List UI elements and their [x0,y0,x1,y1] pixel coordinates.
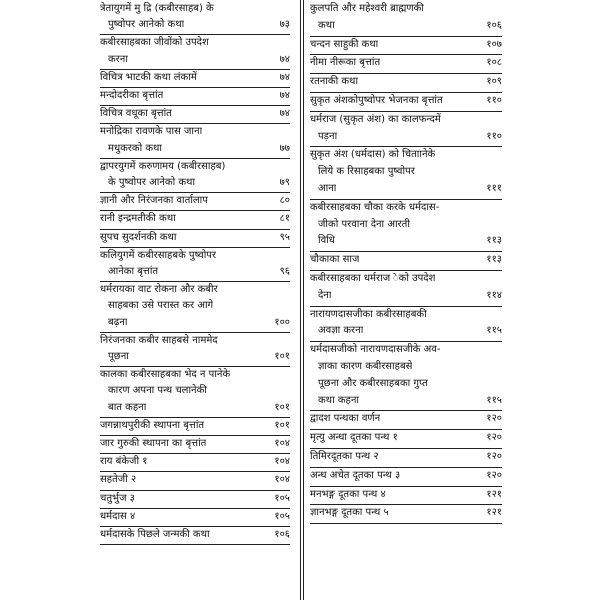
entry-page-number: १०० [274,316,290,328]
entry-title-line: अवज्ञा करना [318,325,364,337]
entry-page-number: ७९ [279,177,290,188]
entry-page-number: ८१ [279,213,290,225]
entry-page-number: ११३ [486,235,502,247]
entry-title-line: कथा कहना [318,394,359,406]
entry-page-number: १०४ [274,456,290,468]
entry-page-number: १०१ [274,419,290,431]
entry-title-line: पुष्वोपर आनेको कथा [108,19,185,31]
column-divider [300,0,301,600]
entry-title-line: धर्मरायका वाट रोकना और कबीर [100,284,218,296]
entry-title-line: चन्दन साहुकी कथा [310,38,379,50]
entry-title-line: पूछना [108,351,129,362]
entry-title-line: जगन्नाथपुरीकी स्थापना बृत्तांत [100,419,205,431]
entry-page-number: ९५ [279,231,290,243]
entry-title-line: चतुर्भुज ३ [100,492,135,504]
entry-title-line: त्रेतायुगमें मु द्रि (कबीरसाहब) के [100,3,214,14]
entry-page-number: १०९ [486,76,502,88]
entry-page-number: १०५ [274,492,290,504]
entry-title-line: पूछना और कबीरसाहबका गुप्त [318,377,428,389]
entry-title-line: मनोद्रिका रावणके पास जाना [100,126,203,138]
entry-title-line: कालका कबीरसाहबका भेद न पानेके [100,369,231,381]
entry-title-line: नारायणदासजीका कबीरसाहबकी [310,308,427,320]
entry-title-line: तिमिरदूतका पन्थ २ [310,451,379,462]
entry-title-line: देना [318,289,332,301]
entry-title-line: सुकृत अंशकोपुष्वोपर भेजनका बृत्तांत [310,95,443,106]
contents-column-left [100,0,290,600]
entry-title-line: धर्मदासके पिछले जन्मकी कथा [100,529,210,540]
entry-page-number: १०६ [486,19,502,31]
entry-title-line: रानी इन्द्रमतीकी कथा [100,213,176,225]
entry-title-line: सहतेजी २ [100,474,137,486]
entry-title-line: राय बंकेजी १ [100,456,148,468]
entry-page-number: ११४ [486,289,502,301]
entry-page-number: ७३ [279,19,290,31]
entry-title-line: विचित्र वधूका बृत्तांत [100,108,172,120]
entry-separator-rule [100,544,290,545]
entry-title-line: ज्ञाका कारण कबीरसाहबसे [318,361,413,372]
entry-title-line: अन्ध अचेत दूतका पन्थ ३ [310,469,401,481]
entry-page-number: १२० [486,469,502,481]
entry-page-number: ११३ [486,254,502,266]
entry-title-line: रतनाकी कथा [310,76,359,88]
entry-title-line: द्वादश पन्थका वर्णन [310,413,381,425]
entry-title-line: कबीरसाहबका धर्मराज ेको उपदेश [310,273,436,284]
entry-title-line: सुपच सुदर्शनकी कथा [100,231,177,243]
entry-title-line: विधि [318,235,335,247]
entry-title-line: के पुष्वोपर आनेको कथा [108,177,196,188]
entry-title-line: विचित्र भाटकी कथा लंकामें [100,71,197,83]
entry-title-line: मनभङ्ग दूतका पन्थ ४ [310,488,386,500]
entry-page-number: १२१ [486,507,502,519]
entry-page-number: १२० [486,432,502,444]
column-divider-second [303,0,304,600]
entry-title-line: धर्मराज (सुकृत अंश) का कालफन्दमें [310,113,441,125]
entry-page-number: ११० [486,95,502,106]
entry-title-line: ज्ञानी और निरंजनका वार्तालाप [100,195,208,207]
entry-title-line: कबीरसाहबका जीवोंको उपदेश [100,37,209,49]
entry-page-number: १०६ [274,529,290,540]
entry-title-line: आनेका बृत्तांत [108,266,159,277]
entry-page-number: १०८ [486,57,502,69]
entry-page-number: ७४ [279,53,290,65]
contents-column-right [310,0,502,600]
entry-title-line: कथा [318,19,335,31]
entry-page-number: ७४ [279,90,290,101]
entry-title-line: मन्दोदरीका बृत्तांत [100,90,164,101]
entry-page-number: ११५ [486,325,502,337]
entry-title-line: चौकाका साज [310,254,360,266]
entry-title-line: जार गुरुकी स्थापना का बृत्तांत [100,438,207,449]
entry-title-line: धर्मदास ४ [100,510,136,522]
entry-page-number: ७४ [279,71,290,83]
entry-title-line: बात कहना [108,401,147,413]
entry-page-number: १२० [486,413,502,425]
entry-title-line: द्वापरयुगमें करुणामय (कबीरसाहब) [100,160,226,172]
entry-title-line: कारण अपना पन्थ चलानेकी [108,385,207,397]
entry-page-number: ११० [486,130,502,142]
entry-page-number: १०५ [274,510,290,522]
entry-title-line: पड़ना [318,130,338,142]
entry-title-line: लिये क रिसाहबका पुष्वोपर [318,166,415,178]
entry-page-number: ११५ [486,394,502,406]
entry-page-number: ८० [279,195,290,207]
entry-title-line: मृत्यु अन्धा दूतका पन्थ १ [310,432,398,444]
entry-title-line: कबीरसाहबका चौका करके धर्मदास- [310,201,440,213]
entry-title-line: धर्मदासजीको नारायणदासजीके अव- [310,344,441,356]
entry-title-line: कुलपति और महेश्वरी ब्राह्मणकी [310,3,424,14]
entry-page-number: १०१ [274,401,290,413]
entry-separator-rule [310,523,502,524]
entry-page-number: १२१ [486,488,502,500]
entry-title-line: बढ़ना [108,316,128,328]
entry-page-number: ७४ [279,108,290,120]
entry-page-number: ९६ [279,266,290,277]
entry-title-line: साहबका उसे परास्त कर आगे [108,300,214,312]
entry-title-line: नीमा नीरूका बृत्तांत [310,57,381,69]
entry-title-line: आना [318,183,337,194]
entry-page-number: ७७ [279,142,290,154]
entry-page-number: १०१ [274,351,290,362]
entry-page-number: १०४ [274,474,290,486]
entry-title-line: ज्ञानभङ्ग दूतका पन्थ ५ [310,507,389,519]
entry-title-line: जीको परवाना देना आरती [318,218,410,230]
entry-title-line: निरंजनका कबीर साहबसे नाममेद [100,334,218,346]
entry-title-line: करना [108,53,128,65]
entry-page-number: १११ [486,183,502,194]
entry-title-line: कलियुगमें कबीरसाहबके पुष्वोपर [100,249,217,261]
entry-title-line: मधुकरको कथा [108,142,163,154]
entry-page-number: १०७ [486,38,502,50]
entry-page-number: १०४ [274,438,290,449]
entry-title-line: सुकृत अंश (धर्मदास) को चिताानेके [310,149,436,161]
entry-page-number: १२० [486,451,502,462]
